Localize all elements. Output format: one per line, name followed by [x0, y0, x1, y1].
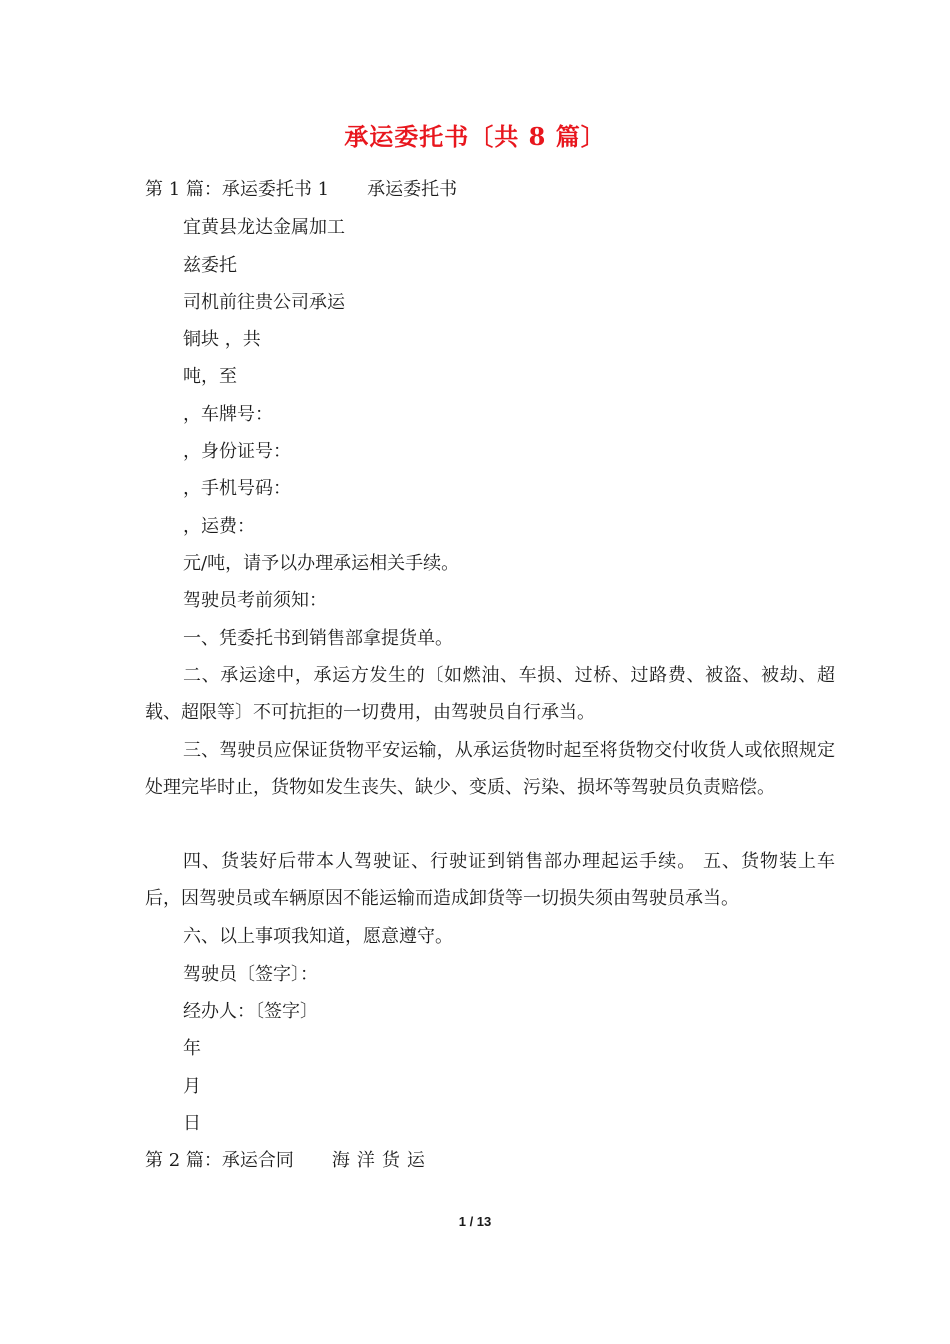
body-line: ，车牌号：: [183, 404, 273, 425]
body-line: 驾驶员考前须知：: [183, 590, 327, 611]
body-paragraph: 四、货装好后带本人驾驶证、行驶证到销售部办理起运手续。 五、货物装上车后，因驾驶员或车辆原因不能运输而造成卸货等一切损失须由驾驶员承当。: [145, 851, 835, 910]
page-indicator: 1 / 13: [458, 1214, 492, 1229]
section-subtitle: 承运委托书: [367, 179, 458, 200]
body-line: 铜块 ，共: [183, 329, 261, 350]
body-line: 司机前往贵公司承运: [183, 292, 345, 313]
section-label: 第 1 篇：承运委托书 1: [145, 179, 330, 200]
body-line: 吨，至: [183, 366, 237, 387]
signature-line: 驾驶员〔签字〕：: [183, 964, 318, 985]
body-paragraph: 二、承运途中，承运方发生的〔如燃油、车损、过桥、过路费、被盗、被劫、超载、超限等〕不可抗拒的一切费用，由驾驶员自行承当。: [145, 665, 835, 724]
section-subtitle: 海洋货运: [331, 1150, 432, 1171]
section-heading-2: [145, 1148, 432, 1174]
body-line: ，运费：: [183, 516, 255, 537]
document-title: 承运委托书〔共 8 篇〕: [344, 122, 606, 151]
body-line: 六、以上事项我知道，愿意遵守。: [183, 926, 453, 947]
section-label: 第 2 篇：承运合同: [145, 1150, 294, 1171]
body-line: 元/吨，请予以办理承运相关手续。: [183, 553, 460, 574]
body-line: ，手机号码：: [183, 478, 291, 499]
body-paragraph: 三、驾驶员应保证货物平安运输，从承运货物时起至将货物交付收货人或依照规定处理完毕时止，货物如发生丧失、缺少、变质、污染、损坏等驾驶员负责赔偿。: [145, 740, 835, 799]
signature-line: 经办人：〔签字〕: [183, 1001, 318, 1022]
section-heading-1: [145, 177, 457, 203]
body-line: ，身份证号：: [183, 441, 291, 462]
date-line: 年: [183, 1038, 201, 1059]
body-line: 宜黄县龙达金属加工: [183, 217, 345, 238]
body-line: 一、凭委托书到销售部拿提货单。: [183, 628, 453, 649]
body-line: 兹委托: [183, 255, 237, 276]
date-line: 月: [183, 1076, 201, 1097]
date-line: 日: [183, 1113, 201, 1134]
